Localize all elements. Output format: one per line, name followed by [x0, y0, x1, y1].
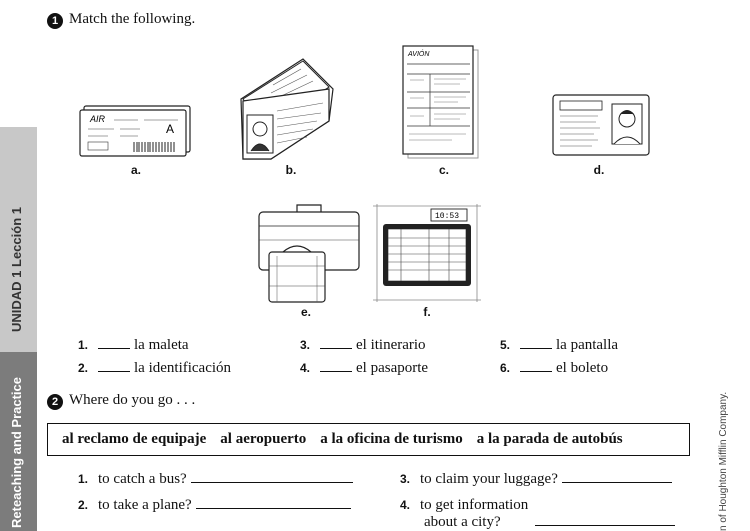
- question-text: to claim your luggage?: [420, 471, 558, 487]
- question-number: 1.: [78, 472, 89, 486]
- answer-blank[interactable]: [520, 337, 552, 349]
- question-text: to catch a bus?: [98, 471, 187, 487]
- match-item-text: la maleta: [134, 337, 189, 353]
- id-card-image: [550, 92, 652, 158]
- question-4-continued: [424, 514, 675, 531]
- match-item-number: 3.: [300, 338, 311, 352]
- question-number: 4.: [400, 498, 411, 512]
- section-2-instruction: Where do you go . . .: [69, 392, 196, 408]
- match-item-3: [300, 337, 426, 354]
- word-bank-phrase: a la parada de autobús: [476, 431, 623, 447]
- answer-blank[interactable]: [562, 471, 672, 483]
- airport-monitor-image: [371, 202, 483, 304]
- itinerary-heading: AVIÓN: [408, 51, 430, 58]
- match-item-1: [78, 337, 189, 354]
- side-tab-section-label: Reteaching and Practice: [9, 377, 24, 528]
- question-number: 2.: [78, 498, 89, 512]
- copyright-credit: n of Houghton Mifflin Company.: [718, 391, 729, 531]
- match-item-5: [500, 337, 618, 354]
- question-4: [400, 497, 528, 514]
- section-1-number: 1: [47, 13, 63, 29]
- section-1-instruction: Match the following.: [69, 11, 196, 27]
- answer-blank[interactable]: [196, 497, 351, 509]
- picture-label-c: c.: [438, 163, 449, 177]
- picture-label-a: a.: [130, 163, 141, 177]
- match-item-4: [300, 360, 428, 377]
- ticket-seat-text: A: [166, 122, 175, 136]
- match-item-number: 1.: [78, 338, 89, 352]
- answer-blank[interactable]: [320, 337, 352, 349]
- answer-blank[interactable]: [520, 360, 552, 372]
- boarding-ticket-image: [78, 100, 194, 158]
- match-item-text: el boleto: [556, 360, 609, 376]
- answer-blank[interactable]: [320, 360, 352, 372]
- luggage-image: [255, 200, 363, 306]
- question-text: to take a plane?: [98, 497, 192, 513]
- word-bank-phrase: al aeropuerto: [220, 431, 307, 447]
- picture-label-f: f.: [423, 305, 431, 319]
- match-item-number: 6.: [500, 361, 511, 375]
- picture-label-e: e.: [300, 305, 311, 319]
- match-item-number: 4.: [300, 361, 311, 375]
- match-item-2: [78, 360, 231, 377]
- question-number: 3.: [400, 472, 411, 486]
- match-item-6: [500, 360, 608, 377]
- picture-label-d: d.: [593, 163, 605, 177]
- question-3: [400, 471, 672, 488]
- word-bank-phrase: al reclamo de equipaje: [62, 431, 207, 447]
- monitor-time: 10:53: [435, 212, 460, 221]
- match-item-text: el itinerario: [356, 337, 426, 353]
- match-item-text: el pasaporte: [356, 360, 429, 376]
- match-item-number: 2.: [78, 361, 89, 375]
- word-bank-phrase: a la oficina de turismo: [320, 431, 463, 447]
- question-text: about a city?: [424, 514, 501, 530]
- passport-image: [237, 55, 337, 163]
- ticket-air-text: AIR: [90, 114, 106, 124]
- question-1: [78, 471, 353, 488]
- answer-blank[interactable]: [535, 514, 675, 526]
- match-item-text: la identificación: [134, 360, 232, 376]
- match-item-number: 5.: [500, 338, 511, 352]
- itinerary-image: [400, 44, 480, 160]
- answer-blank[interactable]: [98, 360, 130, 372]
- picture-label-b: b.: [285, 163, 297, 177]
- section-2-number: 2: [47, 394, 63, 410]
- word-bank: [47, 423, 690, 456]
- question-2: [78, 497, 351, 514]
- question-text: to get information: [420, 497, 529, 513]
- answer-blank[interactable]: [191, 471, 353, 483]
- side-tab-unit-label: UNIDAD 1 Lección 1: [9, 207, 24, 332]
- answer-blank[interactable]: [98, 337, 130, 349]
- match-item-text: la pantalla: [556, 337, 619, 353]
